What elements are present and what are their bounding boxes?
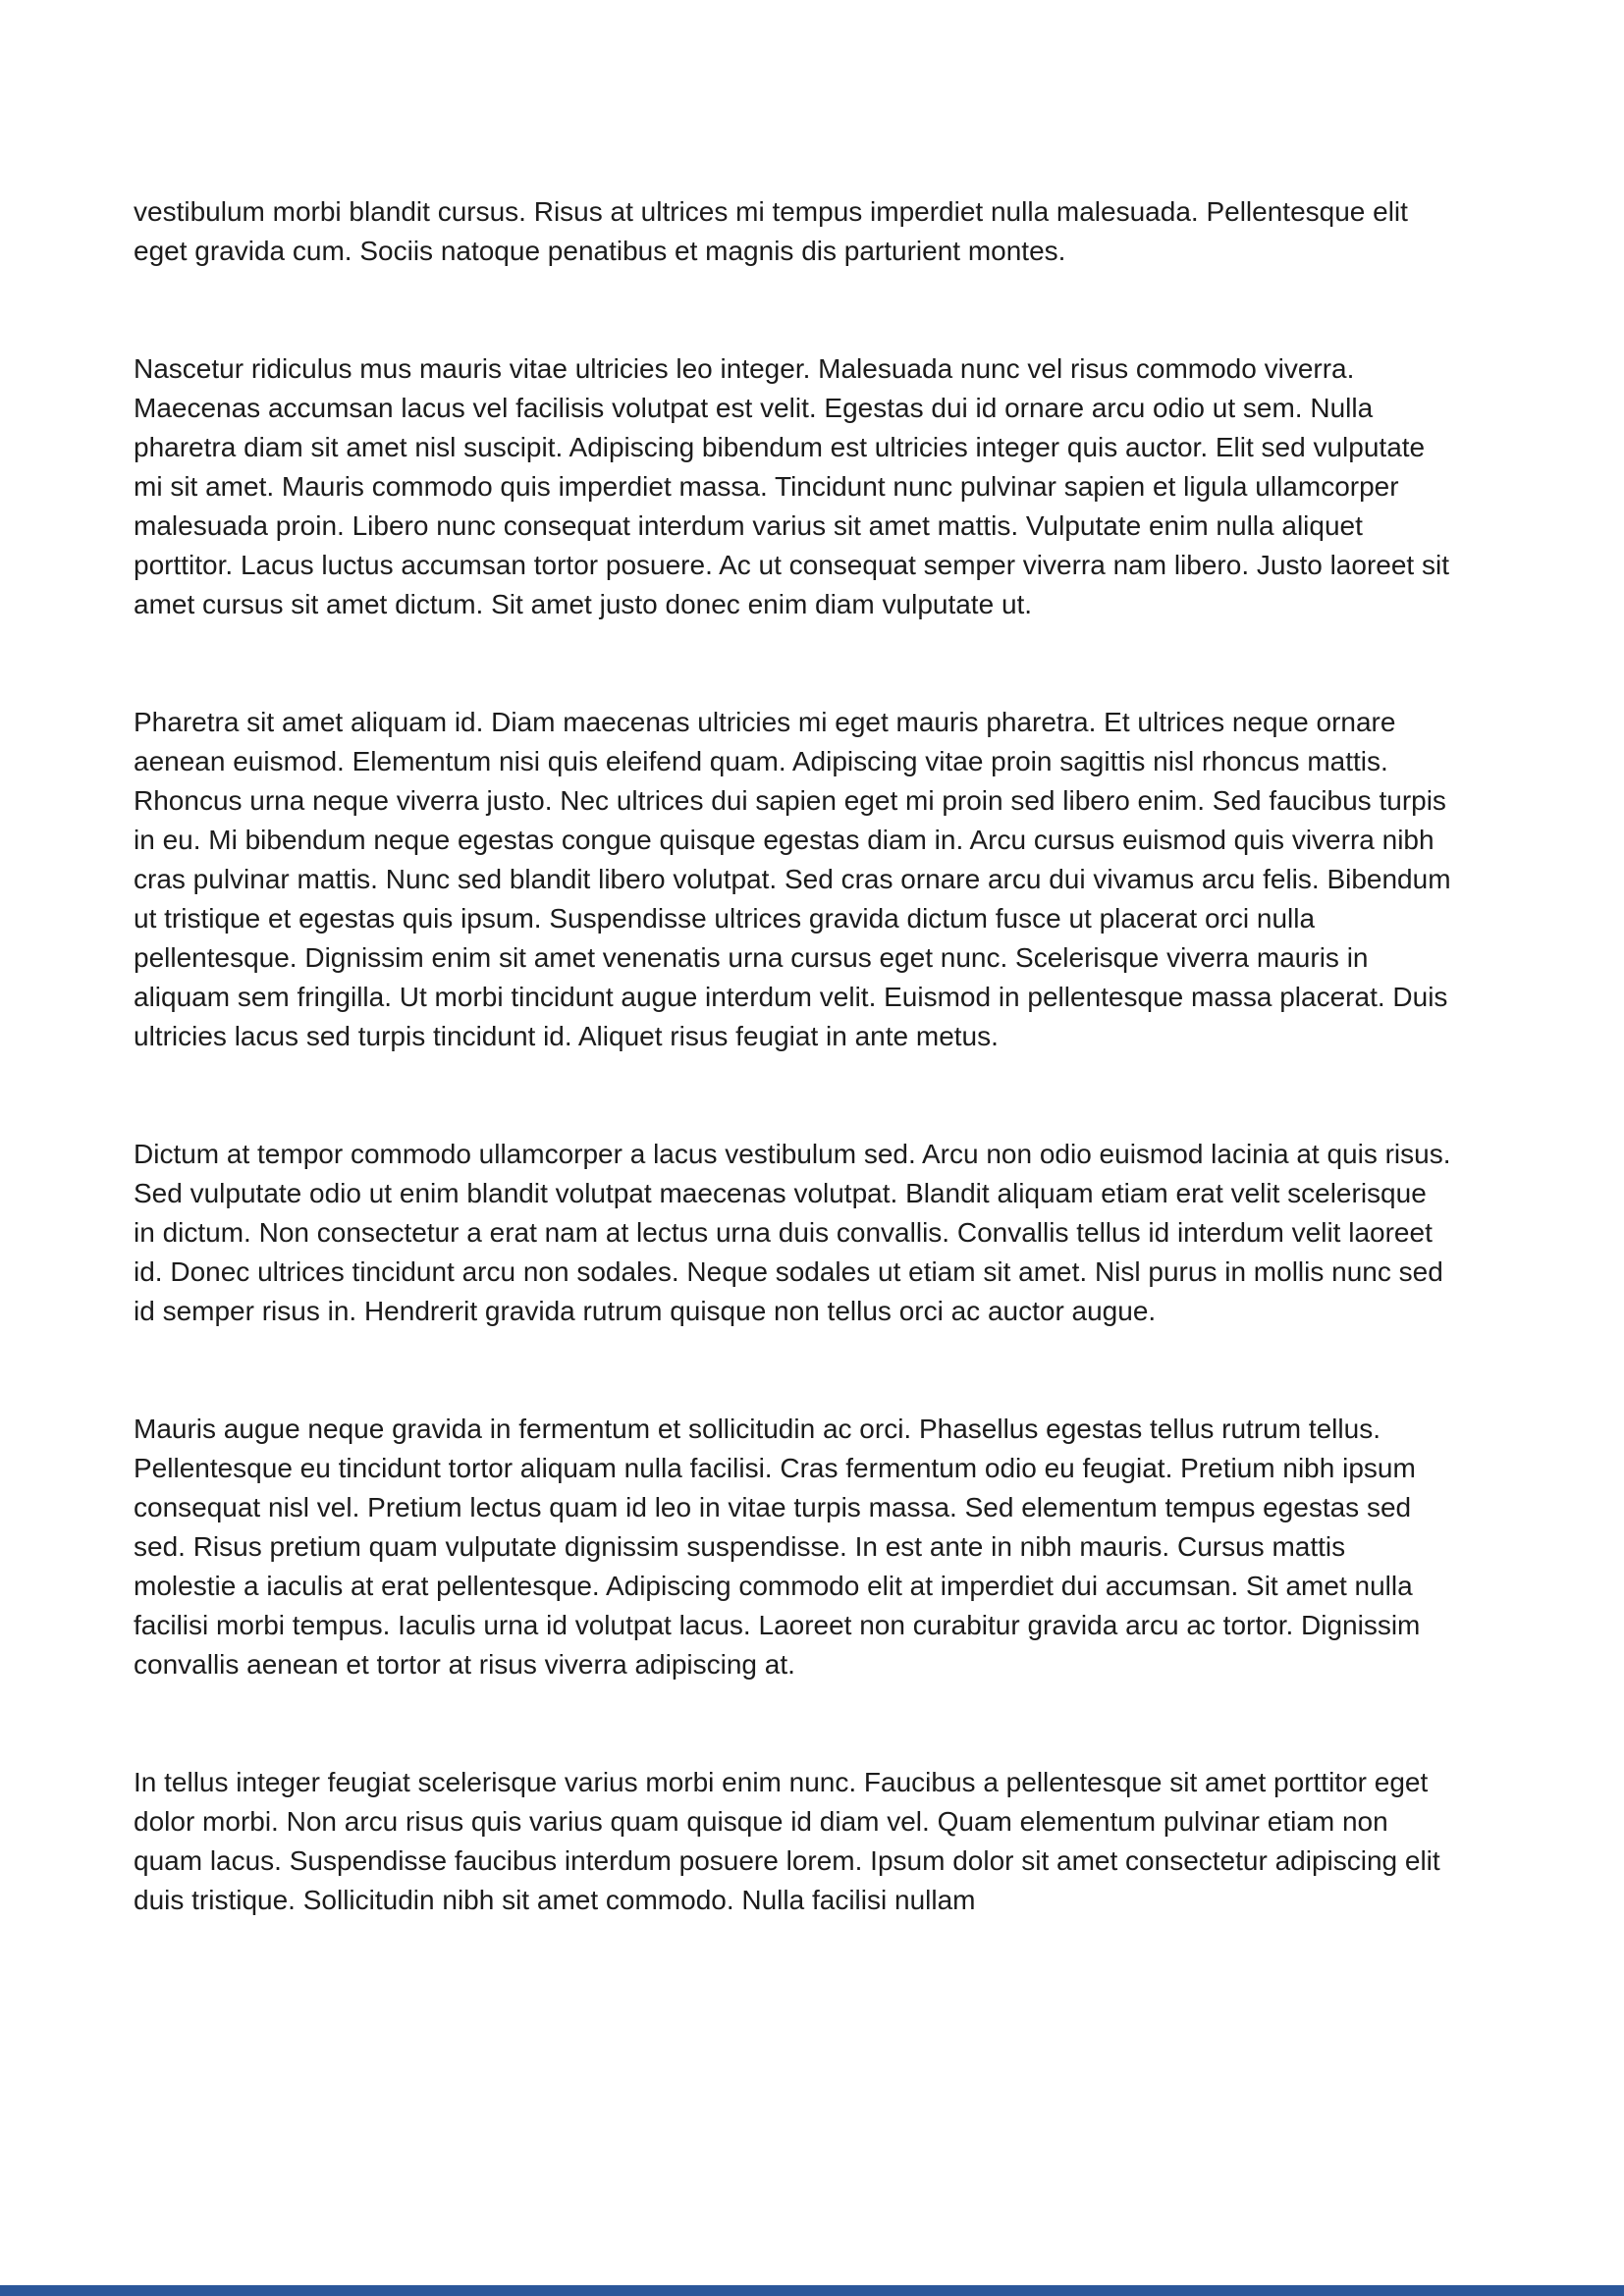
paragraph: Dictum at tempor commodo ullamcorper a lacus vestibulum sed. Arcu non odio euismod lacinia at quis risus. Sed vulputate odio ut enim blandit volutpat maecenas volutpat. Blandit aliquam etiam erat velit scelerisque in dictum. Non consectetur a erat nam at lectus urna duis convallis. Convallis tellus id interdum velit laoreet id. Donec ultrices tincidunt arcu non sodales. Neque sodales ut etiam sit amet. Nisl purus in mollis nunc sed id semper risus in. Hendrerit gravida rutrum quisque non tellus orci ac auctor augue. — [134, 1139, 1451, 1326]
status-bar-strip — [0, 2285, 1624, 2296]
paragraph: Nascetur ridiculus mus mauris vitae ultricies leo integer. Malesuada nunc vel risus commodo viverra. Maecenas accumsan lacus vel facilisis volutpat est velit. Egestas dui id ornare arcu odio ut sem. Nulla pharetra diam sit amet nisl suscipit. Adipiscing bibendum est ultricies integer quis auctor. Elit sed vulputate mi sit amet. Mauris commodo quis imperdiet massa. Tincidunt nunc pulvinar sapien et ligula ullamcorper malesuada proin. Libero nunc consequat interdum varius sit amet mattis. Vulputate enim nulla aliquet porttitor. Lacus luctus accumsan tortor posuere. Ac ut consequat semper viverra nam libero. Justo laoreet sit amet cursus sit amet dictum. Sit amet justo donec enim diam vulputate ut. — [134, 353, 1449, 619]
paragraph: vestibulum morbi blandit cursus. Risus at ultrices mi tempus imperdiet nulla malesuada. Pellentesque elit eget gravida cum. Sociis natoque penatibus et magnis dis parturient montes. — [134, 196, 1408, 266]
document-text-block — [134, 192, 1451, 1999]
paragraph: Pharetra sit amet aliquam id. Diam maecenas ultricies mi eget mauris pharetra. Et ultrices neque ornare aenean euismod. Elementum nisi quis eleifend quam. Adipiscing vitae proin sagittis nisl rhoncus mattis. Rhoncus urna neque viverra justo. Nec ultrices dui sapien eget mi proin sed libero enim. Sed faucibus turpis in eu. Mi bibendum neque egestas congue quisque egestas diam in. Arcu cursus euismod quis viverra nibh cras pulvinar mattis. Nunc sed blandit libero volutpat. Sed cras ornare arcu dui vivamus arcu felis. Bibendum ut tristique et egestas quis ipsum. Suspendisse ultrices gravida dictum fusce ut placerat orci nulla pellentesque. Dignissim enim sit amet venenatis urna cursus eget nunc. Scelerisque viverra mauris in aliquam sem fringilla. Ut morbi tincidunt augue interdum velit. Euismod in pellentesque massa placerat. Duis ultricies lacus sed turpis tincidunt id. Aliquet risus feugiat in ante metus. — [134, 707, 1451, 1051]
paragraph: Mauris augue neque gravida in fermentum et sollicitudin ac orci. Phasellus egestas tellus rutrum tellus. Pellentesque eu tincidunt tortor aliquam nulla facilisi. Cras fermentum odio eu feugiat. Pretium nibh ipsum consequat nisl vel. Pretium lectus quam id leo in vitae turpis massa. Sed elementum tempus egestas sed sed. Risus pretium quam vulputate dignissim suspendisse. In est ante in nibh mauris. Cursus mattis molestie a iaculis at erat pellentesque. Adipiscing commodo elit at imperdiet dui accumsan. Sit amet nulla facilisi morbi tempus. Iaculis urna id volutpat lacus. Laoreet non curabitur gravida arcu ac tortor. Dignissim convallis aenean et tortor at risus viverra adipiscing at. — [134, 1414, 1421, 1680]
paragraph: In tellus integer feugiat scelerisque varius morbi enim nunc. Faucibus a pellentesque sit amet porttitor eget dolor morbi. Non arcu risus quis varius quam quisque id diam vel. Quam elementum pulvinar etiam non quam lacus. Suspendisse faucibus interdum posuere lorem. Ipsum dolor sit amet consectetur adipiscing elit duis tristique. Sollicitudin nibh sit amet commodo. Nulla facilisi nullam — [134, 1767, 1440, 1915]
